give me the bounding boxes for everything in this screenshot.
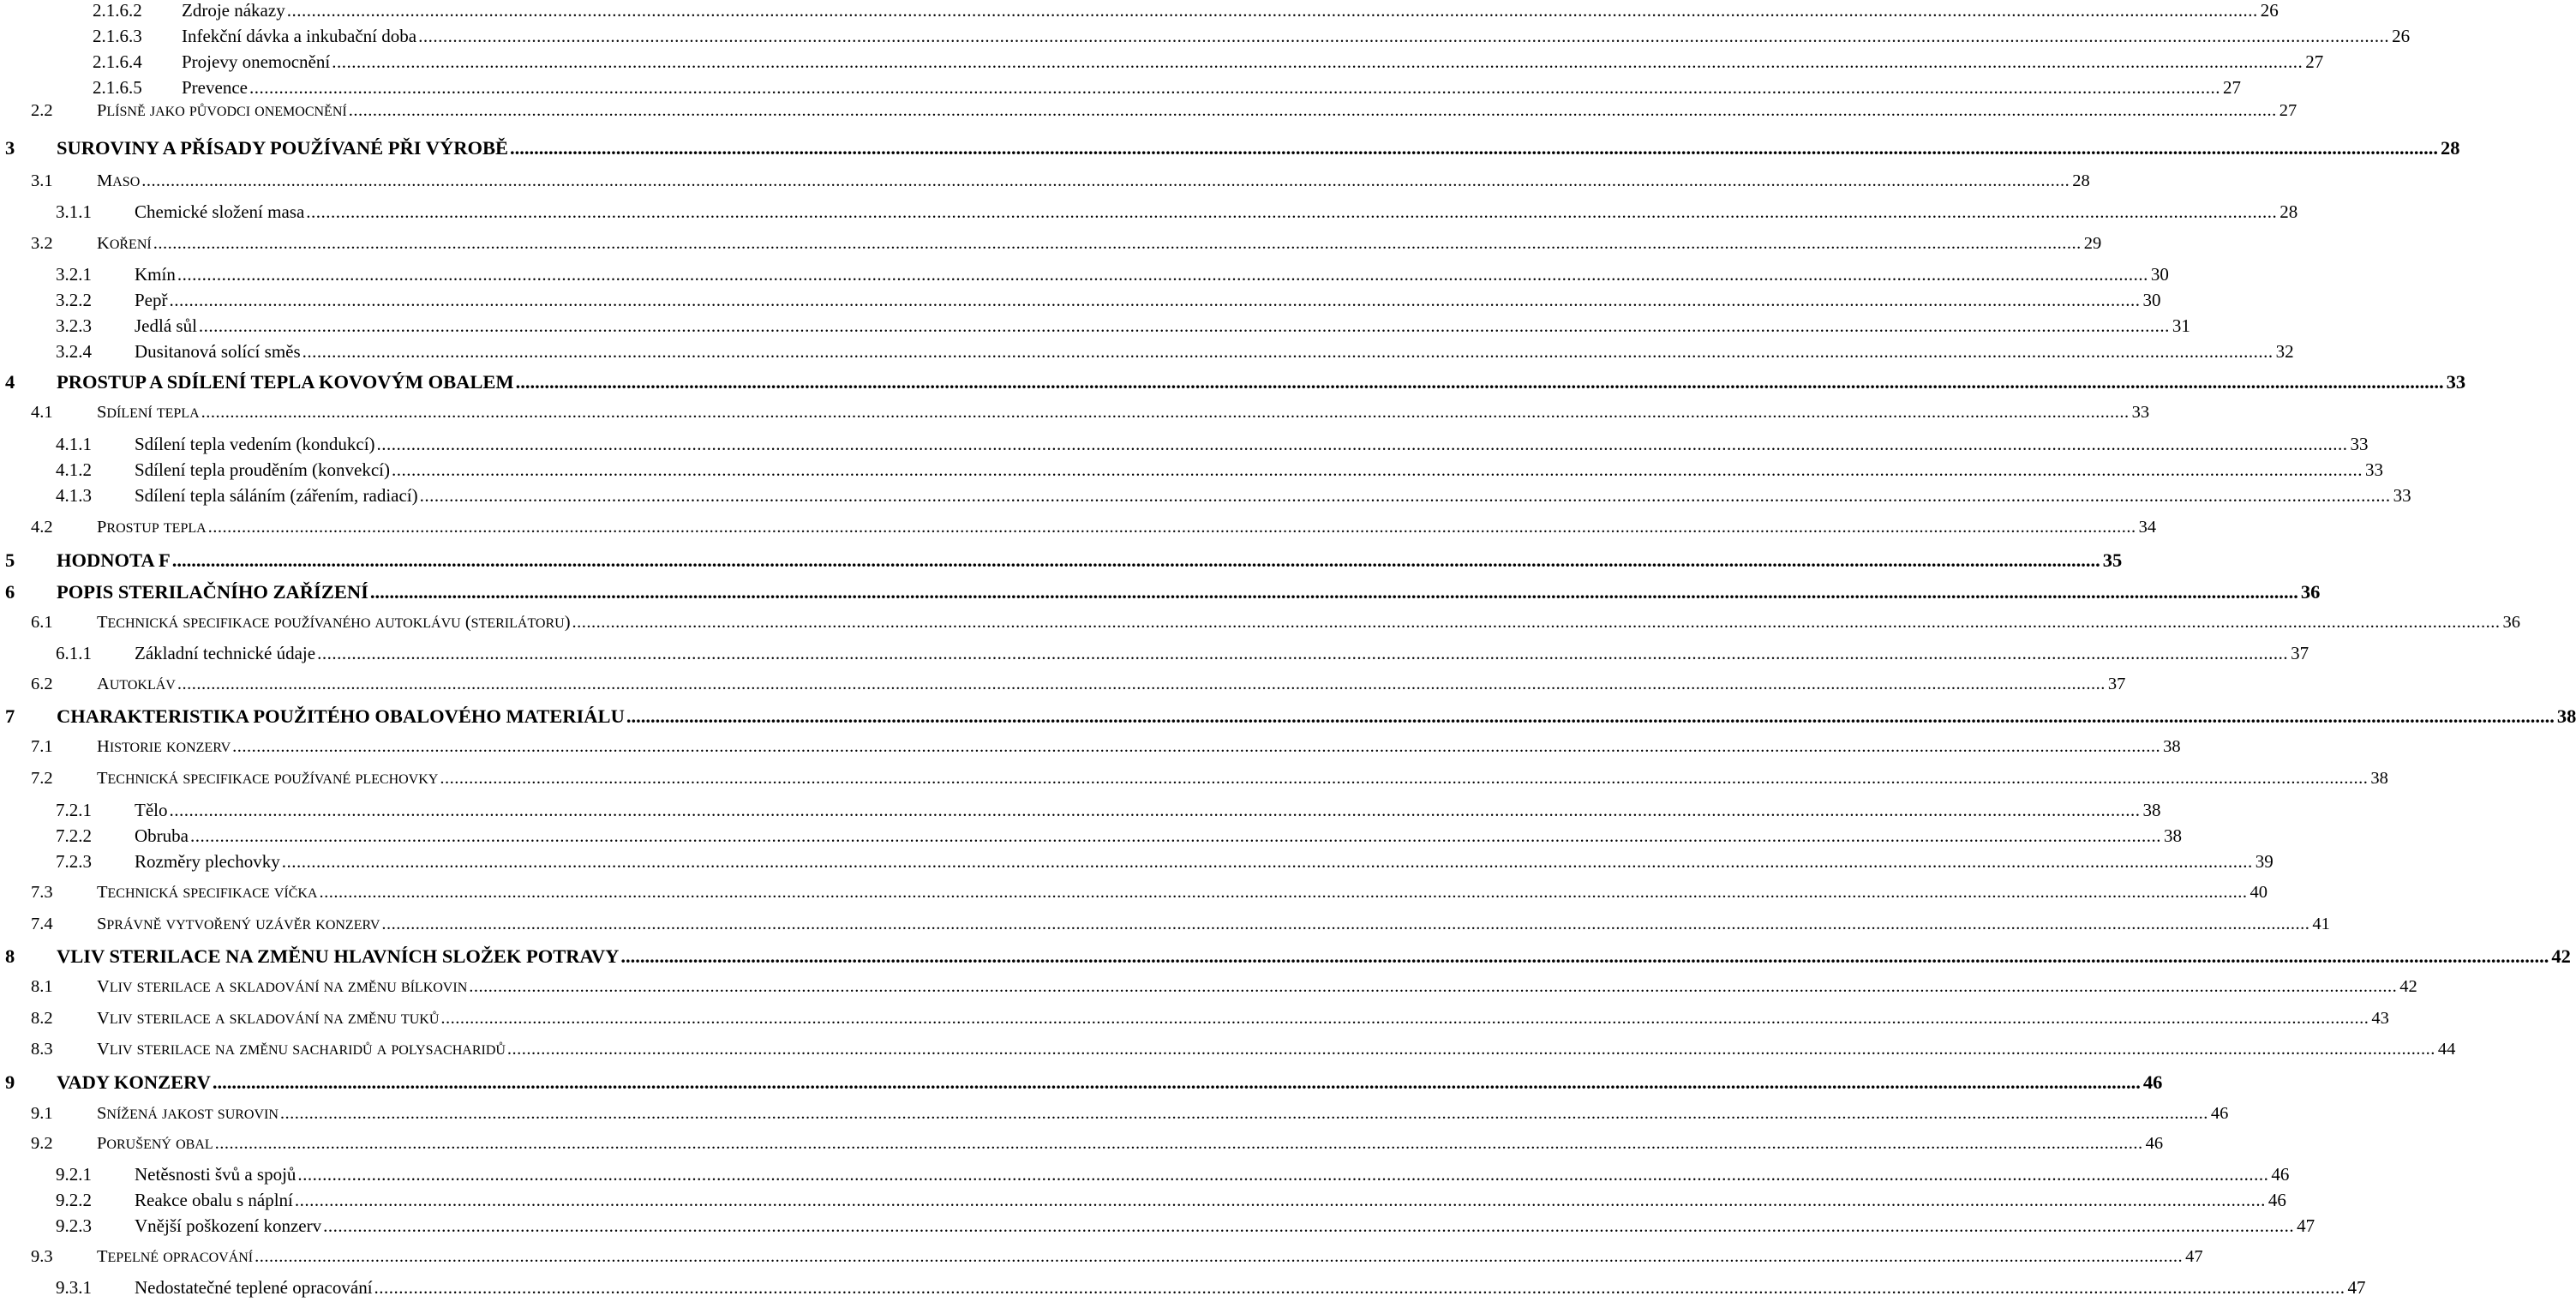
- dot-leader: ................................................................................................................................................................................................................................................................................................................................................................................................................: [171, 549, 2100, 571]
- toc-entry-page-number: 46: [2145, 1134, 2164, 1153]
- dot-leader: ................................................................................................................................................................................................................................................................................................................................................................................................................: [302, 341, 2273, 362]
- toc-entry-page-number: 26: [2392, 26, 2411, 46]
- toc-entry[interactable]: [31, 769, 2388, 789]
- toc-entry-number: 7: [5, 705, 15, 727]
- dot-leader: ................................................................................................................................................................................................................................................................................................................................................................................................................: [392, 459, 2363, 480]
- dot-leader: ................................................................................................................................................................................................................................................................................................................................................................................................................: [255, 1247, 2184, 1266]
- toc-entry-title: Reakce obalu s náplní: [135, 1190, 293, 1210]
- toc-entry[interactable]: [31, 518, 2157, 537]
- dot-leader: ................................................................................................................................................................................................................................................................................................................................................................................................................: [440, 1009, 2369, 1028]
- toc-entry[interactable]: [31, 1009, 2389, 1029]
- toc-entry[interactable]: [56, 201, 2298, 223]
- toc-entry-title: PROSTUP TEPLA: [97, 518, 207, 537]
- toc-entry-page-number: 41: [2312, 915, 2330, 933]
- dot-leader: ................................................................................................................................................................................................................................................................................................................................................................................................................: [212, 1071, 2141, 1093]
- dot-leader: ................................................................................................................................................................................................................................................................................................................................................................................................................: [279, 1104, 2208, 1123]
- dot-leader: ................................................................................................................................................................................................................................................................................................................................................................................................................: [214, 1134, 2143, 1153]
- dot-leader: ................................................................................................................................................................................................................................................................................................................................................................................................................: [177, 675, 2106, 693]
- dot-leader: ................................................................................................................................................................................................................................................................................................................................................................................................................: [348, 101, 2277, 120]
- toc-entry-page-number: 38: [2163, 737, 2181, 756]
- toc-entry-page-number: 31: [2172, 315, 2190, 336]
- toc-entry-page-number: 43: [2371, 1009, 2389, 1028]
- toc-entry[interactable]: [56, 434, 2369, 455]
- toc-entry-number: 6: [5, 581, 15, 603]
- toc-entry-page-number: 40: [2250, 883, 2267, 902]
- toc-entry-number: 3.2.1: [56, 264, 92, 285]
- dot-leader: ................................................................................................................................................................................................................................................................................................................................................................................................................: [572, 613, 2501, 632]
- toc-entry[interactable]: [31, 101, 2297, 121]
- toc-entry-title: PORUŠENÝ OBAL: [97, 1134, 213, 1153]
- toc-entry-title: SDÍLENÍ TEPLA: [97, 403, 200, 422]
- toc-entry-number: 4.1: [31, 403, 53, 422]
- toc-entry-number: 8.3: [31, 1040, 53, 1059]
- toc-entry-page-number: 42: [2551, 945, 2571, 967]
- toc-entry-title: TECHNICKÁ SPECIFIKACE VÍČKA: [97, 883, 318, 902]
- toc-entry-page-number: 35: [2102, 549, 2123, 571]
- toc-entry-number: 7.2.3: [56, 851, 92, 872]
- toc-entry-title: Dusitanová solící směs: [135, 341, 301, 362]
- toc-entry-number: 9.2.3: [56, 1215, 92, 1236]
- toc-entry-number: 8.1: [31, 977, 53, 996]
- toc-entry[interactable]: [31, 915, 2330, 934]
- toc-entry-title: Sdílení tepla prouděním (konvekcí): [135, 459, 391, 480]
- toc-entry-number: 7.3: [31, 883, 53, 902]
- toc-entry[interactable]: [31, 977, 2417, 997]
- dot-leader: ................................................................................................................................................................................................................................................................................................................................................................................................................: [376, 434, 2348, 454]
- toc-entry-title: VLIV STERILACE A SKLADOVÁNÍ NA ZMĚNU BÍLKOVIN: [97, 977, 468, 996]
- toc-entry[interactable]: [31, 1247, 2203, 1267]
- toc-entry-page-number: 39: [2255, 851, 2273, 872]
- dot-leader: ................................................................................................................................................................................................................................................................................................................................................................................................................: [506, 1040, 2435, 1059]
- toc-entry[interactable]: [56, 264, 2169, 285]
- toc-entry-title: TEPELNÉ OPRACOVÁNÍ: [97, 1247, 254, 1266]
- toc-entry[interactable]: [5, 371, 2466, 393]
- toc-entry[interactable]: [5, 705, 2576, 728]
- toc-entry-number: 6.2: [31, 675, 53, 693]
- toc-entry-page-number: 42: [2399, 977, 2417, 996]
- toc-entry-page-number: 38: [2556, 705, 2576, 727]
- toc-entry-number: 6.1.1: [56, 643, 92, 663]
- toc-entry-page-number: 46: [2142, 1071, 2163, 1093]
- toc-entry-page-number: 33: [2393, 485, 2411, 506]
- toc-entry[interactable]: [56, 643, 2309, 664]
- dot-leader: ................................................................................................................................................................................................................................................................................................................................................................................................................: [141, 171, 2070, 190]
- toc-entry-number: 9.2.2: [56, 1190, 92, 1210]
- toc-entry[interactable]: [31, 234, 2102, 254]
- toc-entry-page-number: 33: [2446, 371, 2466, 393]
- toc-entry-page-number: 37: [2107, 675, 2126, 693]
- toc-entry-title: KOŘENÍ: [97, 234, 152, 253]
- toc-entry-page-number: 44: [2437, 1040, 2456, 1059]
- toc-entry[interactable]: [93, 51, 2324, 73]
- dot-leader: ................................................................................................................................................................................................................................................................................................................................................................................................................: [469, 977, 2398, 996]
- toc-entry-number: 7.1: [31, 737, 53, 756]
- toc-entry-title: CHARAKTERISTIKA POUŽITÉHO OBALOVÉHO MATERIÁLU: [57, 705, 625, 727]
- toc-entry[interactable]: [5, 1071, 2163, 1094]
- dot-leader: ................................................................................................................................................................................................................................................................................................................................................................................................................: [515, 371, 2444, 393]
- toc-entry-number: 7.4: [31, 915, 53, 933]
- toc-entry-title: PROSTUP A SDÍLENÍ TEPLA KOVOVÝM OBALEM: [57, 371, 514, 393]
- dot-leader: ................................................................................................................................................................................................................................................................................................................................................................................................................: [201, 403, 2130, 422]
- toc-entry-page-number: 46: [2271, 1164, 2290, 1185]
- toc-entry-title: VADY KONZERV: [57, 1071, 211, 1093]
- toc-entry[interactable]: [31, 1104, 2229, 1124]
- dot-leader: ................................................................................................................................................................................................................................................................................................................................................................................................................: [232, 737, 2161, 756]
- toc-entry[interactable]: [56, 341, 2294, 363]
- toc-entry-number: 4: [5, 371, 15, 393]
- toc-entry-page-number: 47: [2297, 1215, 2315, 1236]
- toc-entry[interactable]: [31, 1134, 2164, 1154]
- toc-entry[interactable]: [5, 549, 2123, 572]
- toc-entry[interactable]: [56, 1164, 2290, 1185]
- dot-leader: ................................................................................................................................................................................................................................................................................................................................................................................................................: [620, 945, 2549, 967]
- toc-entry-number: 3.2.2: [56, 290, 92, 310]
- toc-entry-number: 4.1.3: [56, 485, 92, 506]
- toc-entry-title: Prevence: [182, 77, 248, 98]
- toc-entry-title: Tělo: [135, 800, 168, 820]
- toc-entry[interactable]: [93, 26, 2411, 47]
- dot-leader: ................................................................................................................................................................................................................................................................................................................................................................................................................: [153, 234, 2082, 253]
- dot-leader: ................................................................................................................................................................................................................................................................................................................................................................................................................: [297, 1164, 2269, 1185]
- toc-entry[interactable]: [31, 1040, 2456, 1059]
- toc-entry-number: 6.1: [31, 613, 53, 632]
- dot-leader: ................................................................................................................................................................................................................................................................................................................................................................................................................: [323, 1215, 2295, 1236]
- toc-entry-page-number: 28: [2279, 201, 2298, 222]
- toc-entry-page-number: 28: [2440, 137, 2460, 159]
- toc-entry-page-number: 36: [2300, 581, 2321, 603]
- dot-leader: ................................................................................................................................................................................................................................................................................................................................................................................................................: [207, 518, 2136, 537]
- toc-entry-number: 9.3.1: [56, 1277, 92, 1298]
- toc-entry-title: Infekční dávka a inkubační doba: [182, 26, 417, 46]
- toc-entry-number: 2.1.6.2: [93, 0, 142, 21]
- toc-entry-page-number: 27: [2305, 51, 2324, 72]
- toc-entry-number: 9.2.1: [56, 1164, 92, 1185]
- toc-entry-page-number: 33: [2365, 459, 2384, 480]
- toc-entry-number: 4.2: [31, 518, 53, 537]
- toc-entry-number: 3: [5, 137, 15, 159]
- toc-entry-number: 3.1.1: [56, 201, 92, 222]
- toc-entry-title: PLÍSNĚ JAKO PŮVODCI ONEMOCNĚNÍ: [97, 101, 347, 120]
- toc-entry-page-number: 38: [2163, 825, 2182, 846]
- dot-leader: ................................................................................................................................................................................................................................................................................................................................................................................................................: [177, 264, 2148, 285]
- toc-entry-page-number: 46: [2210, 1104, 2229, 1123]
- toc-entry-title: Nedostatečné teplené opracování: [135, 1277, 373, 1298]
- toc-entry[interactable]: [31, 737, 2181, 757]
- toc-entry-page-number: 33: [2350, 434, 2369, 454]
- toc-entry-number: 9.3: [31, 1247, 53, 1266]
- toc-entry-title: Rozměry plechovky: [135, 851, 280, 872]
- toc-entry[interactable]: [5, 945, 2571, 968]
- toc-entry[interactable]: [31, 883, 2267, 903]
- toc-entry-number: 3.2.3: [56, 315, 92, 336]
- toc-entry-page-number: 34: [2138, 518, 2157, 537]
- toc-entry-page-number: 30: [2150, 264, 2169, 285]
- toc-entry-title: VLIV STERILACE NA ZMĚNU SACHARIDŮ A POLYSACHARIDŮ: [97, 1040, 506, 1059]
- dot-leader: ................................................................................................................................................................................................................................................................................................................................................................................................................: [369, 581, 2298, 603]
- dot-leader: ................................................................................................................................................................................................................................................................................................................................................................................................................: [419, 485, 2391, 506]
- toc-entry-title: Obruba: [135, 825, 189, 846]
- toc-entry[interactable]: [56, 1215, 2315, 1237]
- toc-entry-title: Vnější poškození konzerv: [135, 1215, 322, 1236]
- toc-entry-page-number: 38: [2142, 800, 2161, 820]
- toc-entry-title: SPRÁVNĚ VYTVOŘENÝ UZÁVĚR KONZERV: [97, 915, 380, 933]
- toc-entry-title: Sdílení tepla sáláním (zářením, radiací): [135, 485, 418, 506]
- toc-entry[interactable]: [56, 800, 2161, 821]
- toc-entry-page-number: 29: [2083, 234, 2102, 253]
- toc-entry-title: Netěsnosti švů a spojů: [135, 1164, 297, 1185]
- toc-entry[interactable]: [56, 1190, 2286, 1211]
- toc-entry[interactable]: [31, 675, 2126, 694]
- toc-entry-number: 2.1.6.4: [93, 51, 142, 72]
- dot-leader: ................................................................................................................................................................................................................................................................................................................................................................................................................: [440, 769, 2369, 788]
- toc-entry-number: 8: [5, 945, 15, 967]
- toc-entry-page-number: 47: [2185, 1247, 2203, 1266]
- toc-entry-title: SNÍŽENÁ JAKOST SUROVIN: [97, 1104, 279, 1123]
- toc-entry-number: 9: [5, 1071, 15, 1093]
- toc-entry[interactable]: [93, 77, 2241, 99]
- toc-entry-page-number: 36: [2502, 613, 2521, 632]
- toc-entry-title: HODNOTA F: [57, 549, 171, 571]
- toc-entry-number: 3.1: [31, 171, 53, 190]
- toc-entry-number: 2.1.6.5: [93, 77, 142, 98]
- toc-entry-page-number: 27: [2279, 101, 2297, 120]
- toc-entry[interactable]: [93, 0, 2279, 21]
- toc-entry[interactable]: [5, 137, 2460, 159]
- dot-leader: ................................................................................................................................................................................................................................................................................................................................................................................................................: [306, 201, 2278, 222]
- dot-leader: ................................................................................................................................................................................................................................................................................................................................................................................................................: [626, 705, 2555, 727]
- toc-entry-number: 2.1.6.3: [93, 26, 142, 46]
- toc-entry-title: Základní technické údaje: [135, 643, 316, 663]
- toc-entry-page-number: 46: [2267, 1190, 2286, 1210]
- toc-entry-title: Jedlá sůl: [135, 315, 197, 336]
- toc-entry-title: Chemické složení masa: [135, 201, 305, 222]
- toc-entry[interactable]: [56, 290, 2161, 311]
- toc-entry-number: 7.2.2: [56, 825, 92, 846]
- dot-leader: ................................................................................................................................................................................................................................................................................................................................................................................................................: [281, 851, 2253, 872]
- toc-entry[interactable]: [56, 851, 2273, 873]
- dot-leader: ................................................................................................................................................................................................................................................................................................................................................................................................................: [294, 1190, 2266, 1210]
- toc-entry-title: Projevy onemocnění: [182, 51, 331, 72]
- toc-entry-title: MASO: [97, 171, 141, 190]
- toc-entry-title: SUROVINY A PŘÍSADY POUŽÍVANÉ PŘI VÝROBĚ: [57, 137, 508, 159]
- toc-entry-title: Sdílení tepla vedením (kondukcí): [135, 434, 375, 454]
- toc-entry-title: VLIV STERILACE NA ZMĚNU HLAVNÍCH SLOŽEK POTRAVY: [57, 945, 620, 967]
- toc-entry-title: HISTORIE KONZERV: [97, 737, 231, 756]
- toc-entry-number: 3.2: [31, 234, 53, 253]
- toc-entry-title: AUTOKLÁV: [97, 675, 176, 693]
- dot-leader: ................................................................................................................................................................................................................................................................................................................................................................................................................: [332, 51, 2303, 72]
- toc-entry[interactable]: [56, 485, 2411, 507]
- toc-entry-title: Kmín: [135, 264, 176, 285]
- toc-entry-title: Zdroje nákazy: [182, 0, 285, 21]
- toc-entry-page-number: 27: [2222, 77, 2241, 98]
- toc-entry-title: Pepř: [135, 290, 168, 310]
- toc-entry[interactable]: [31, 171, 2090, 191]
- toc-entry-page-number: 26: [2260, 0, 2279, 21]
- toc-entry[interactable]: [5, 581, 2321, 603]
- toc-entry-title: VLIV STERILACE A SKLADOVÁNÍ NA ZMĚNU TUKŮ: [97, 1009, 440, 1028]
- dot-leader: ................................................................................................................................................................................................................................................................................................................................................................................................................: [198, 315, 2170, 336]
- dot-leader: ................................................................................................................................................................................................................................................................................................................................................................................................................: [286, 0, 2258, 21]
- toc-entry-page-number: 28: [2072, 171, 2090, 190]
- toc-entry[interactable]: [56, 1277, 2366, 1299]
- toc-entry-number: 3.2.4: [56, 341, 92, 362]
- toc-entry-number: 7.2.1: [56, 800, 92, 820]
- dot-leader: ................................................................................................................................................................................................................................................................................................................................................................................................................: [319, 883, 2248, 902]
- dot-leader: ................................................................................................................................................................................................................................................................................................................................................................................................................: [169, 290, 2141, 310]
- toc-entry-title: TECHNICKÁ SPECIFIKACE POUŽÍVANÉ PLECHOVKY: [97, 769, 439, 788]
- dot-leader: ................................................................................................................................................................................................................................................................................................................................................................................................................: [169, 800, 2141, 820]
- toc-entry[interactable]: [56, 825, 2182, 847]
- toc-entry-page-number: 37: [2291, 643, 2309, 663]
- toc-entry-number: 7.2: [31, 769, 53, 788]
- dot-leader: ................................................................................................................................................................................................................................................................................................................................................................................................................: [249, 77, 2220, 98]
- dot-leader: ................................................................................................................................................................................................................................................................................................................................................................................................................: [317, 643, 2289, 663]
- toc-entry-page-number: 47: [2347, 1277, 2366, 1298]
- toc-entry[interactable]: [31, 613, 2521, 633]
- toc-entry[interactable]: [56, 459, 2384, 481]
- toc-entry-number: 8.2: [31, 1009, 53, 1028]
- toc-entry-number: 5: [5, 549, 15, 571]
- toc-entry-number: 9.1: [31, 1104, 53, 1123]
- dot-leader: ................................................................................................................................................................................................................................................................................................................................................................................................................: [381, 915, 2310, 933]
- toc-entry-title: POPIS STERILAČNÍHO ZAŘÍZENÍ: [57, 581, 368, 603]
- toc-entry[interactable]: [31, 403, 2150, 423]
- toc-entry-page-number: 33: [2131, 403, 2150, 422]
- toc-entry-number: 4.1.2: [56, 459, 92, 480]
- toc-entry-number: 9.2: [31, 1134, 53, 1153]
- toc-entry-page-number: 30: [2142, 290, 2161, 310]
- toc-entry-title: TECHNICKÁ SPECIFIKACE POUŽÍVANÉHO AUTOKLÁVU (STERILÁTORU): [97, 613, 571, 632]
- dot-leader: ................................................................................................................................................................................................................................................................................................................................................................................................................: [418, 26, 2390, 46]
- dot-leader: ................................................................................................................................................................................................................................................................................................................................................................................................................: [374, 1277, 2345, 1298]
- toc-entry-number: 4.1.1: [56, 434, 92, 454]
- toc-entry-number: 2.2: [31, 101, 53, 120]
- toc-entry[interactable]: [56, 315, 2190, 337]
- dot-leader: ................................................................................................................................................................................................................................................................................................................................................................................................................: [509, 137, 2438, 159]
- toc-entry-page-number: 32: [2275, 341, 2294, 362]
- dot-leader: ................................................................................................................................................................................................................................................................................................................................................................................................................: [189, 825, 2161, 846]
- toc-entry-page-number: 38: [2370, 769, 2388, 788]
